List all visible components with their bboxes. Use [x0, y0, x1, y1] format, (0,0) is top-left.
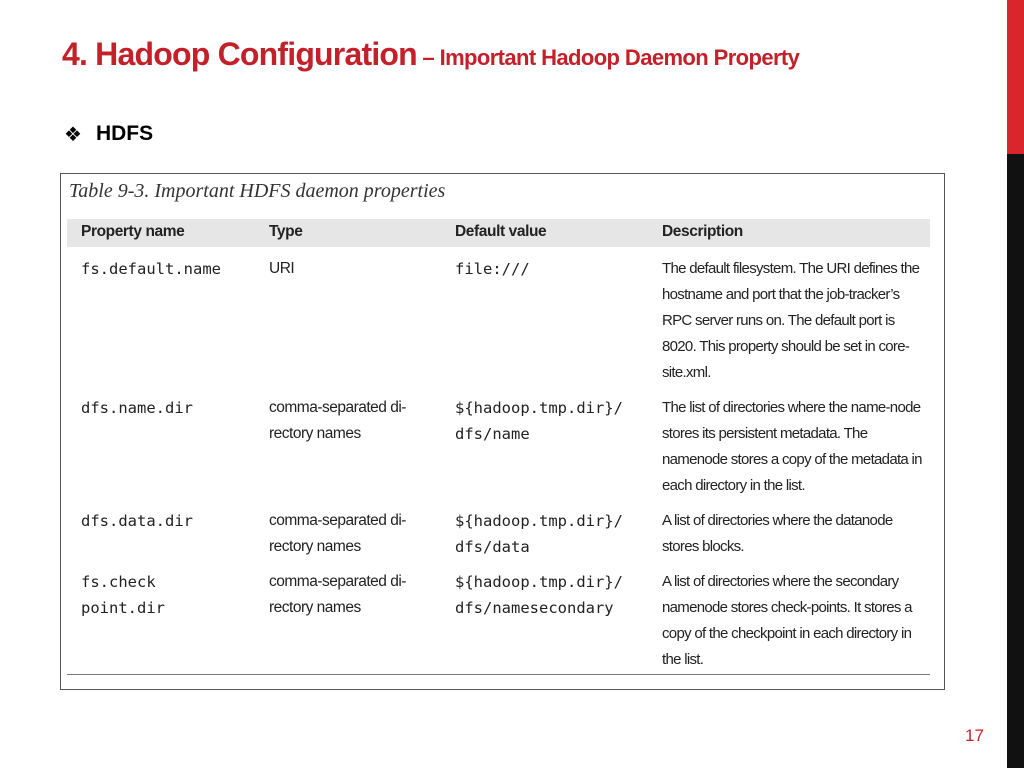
header-default-value: Default value: [455, 223, 547, 240]
cell-type: URI: [269, 260, 295, 277]
accent-bar-red: [1007, 0, 1024, 154]
cell-property: dfs.data.dir: [81, 512, 193, 530]
cell-type: comma-separated di-rectory names: [269, 573, 406, 616]
table-header-row: [67, 219, 930, 247]
header-property-name: Property name: [81, 223, 185, 240]
cell-default: ${hadoop.tmp.dir}/ dfs/data: [455, 512, 623, 556]
table-caption: Table 9-3. Important HDFS daemon properties: [69, 180, 446, 202]
bullet-text: HDFS: [95, 122, 154, 145]
cell-description: The default filesystem. The URI defines the hostname and port that the job-tracker’s RPC server runs on. The default port is 8020. This property should be set in core-site.xml.: [662, 260, 920, 381]
cell-property: fs.check point.dir: [81, 573, 165, 617]
cell-default: file:///: [455, 260, 530, 278]
cell-default: ${hadoop.tmp.dir}/ dfs/name: [455, 399, 623, 443]
properties-table: [60, 173, 945, 690]
slide-title-main: 4. Hadoop Configuration: [62, 36, 417, 72]
slide-title: [62, 36, 799, 73]
cell-type: comma-separated di-rectory names: [269, 399, 406, 442]
diamond-bullet-icon: ❖: [64, 122, 82, 146]
bullet-item: [64, 122, 153, 146]
cell-description: A list of directories where the secondary namenode stores check-points. It stores a copy of the checkpoint in each directory in the list.: [662, 573, 912, 668]
slide-title-sub: – Important Hadoop Daemon Property: [416, 45, 800, 70]
cell-property: dfs.name.dir: [81, 399, 193, 417]
cell-type: comma-separated di-rectory names: [269, 512, 406, 555]
page-number: 17: [965, 726, 984, 745]
table-bottom-rule: [67, 674, 930, 675]
accent-bar-black: [1007, 154, 1024, 768]
cell-property: fs.default.name: [81, 260, 221, 278]
header-description: Description: [662, 223, 743, 240]
cell-description: A list of directories where the datanode stores blocks.: [662, 512, 893, 555]
cell-default: ${hadoop.tmp.dir}/ dfs/namesecondary: [455, 573, 623, 617]
cell-description: The list of directories where the name-node stores its persistent metadata. The namenode stores a copy of the metadata in each directory in the list.: [662, 399, 922, 494]
header-type: Type: [269, 223, 303, 240]
